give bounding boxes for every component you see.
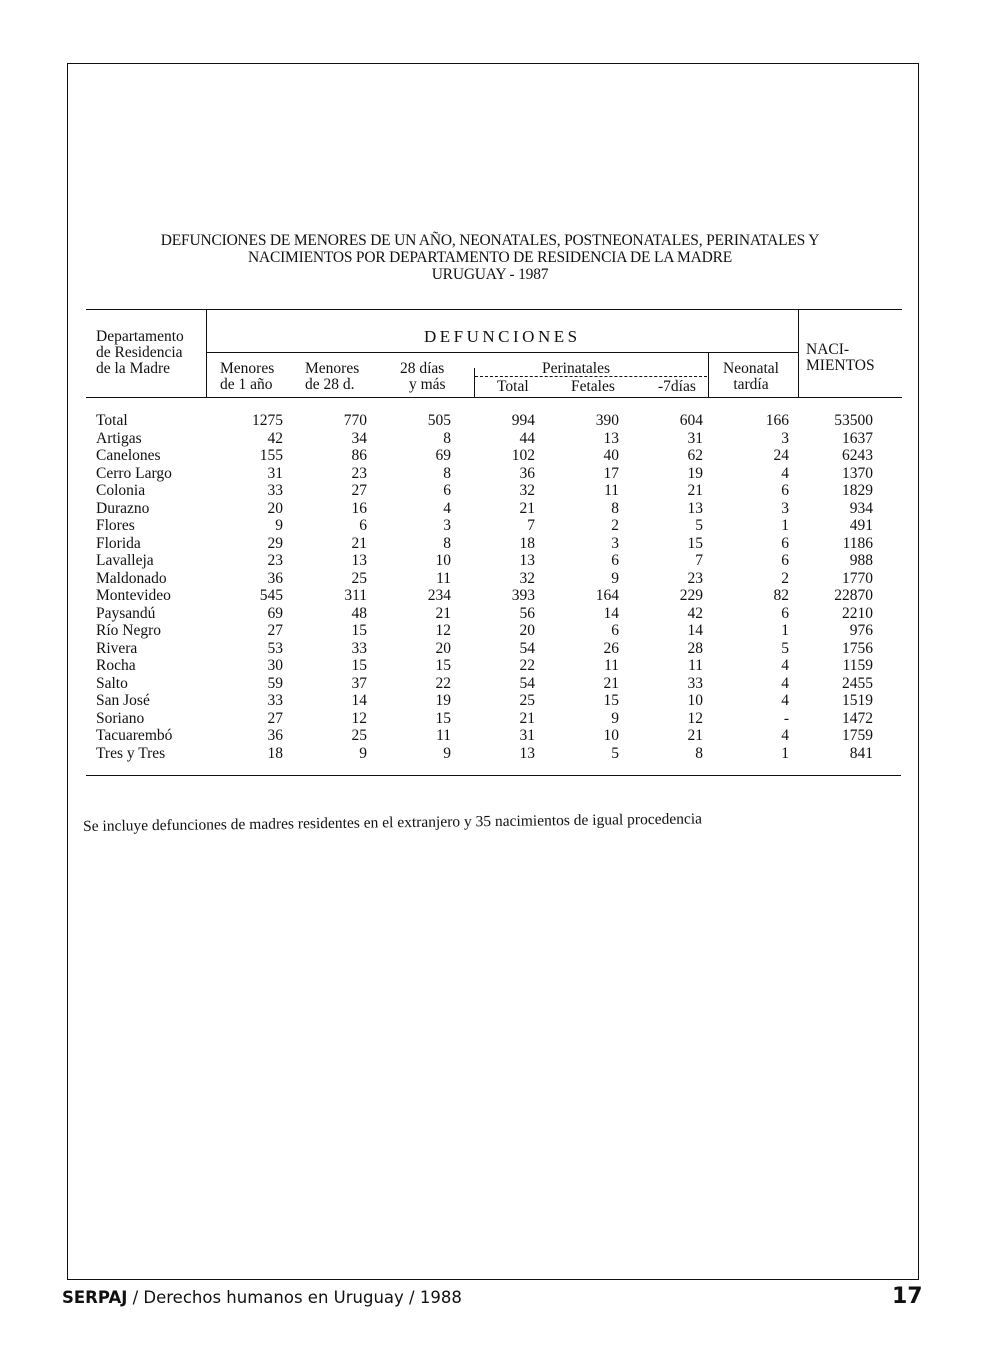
title-line-3: URUGUAY - 1987 xyxy=(431,266,549,283)
cell-fetales: 6 xyxy=(611,552,619,569)
cell-nacimientos: 1472 xyxy=(842,709,873,727)
cell-dias28: 22 xyxy=(435,674,451,692)
cell-fetales: 40 xyxy=(603,447,619,464)
row-department: Colonia xyxy=(96,482,146,499)
cell-menores1: 53 xyxy=(267,639,283,657)
cell-total: 13 xyxy=(519,552,535,569)
cell-menores1: 1275 xyxy=(252,412,283,429)
cell-menores1: 31 xyxy=(267,464,283,482)
header-divider-2 xyxy=(474,368,475,397)
table-row xyxy=(0,745,990,763)
cell-siete: 33 xyxy=(687,674,703,692)
row-department: Tacuarembó xyxy=(96,727,173,744)
table-row xyxy=(0,675,990,693)
cell-nacimientos: 1370 xyxy=(842,464,873,482)
cell-nacimientos: 2455 xyxy=(842,674,873,692)
row-department: Flores xyxy=(96,517,135,534)
footer-text: / Derechos humanos en Uruguay / 1988 xyxy=(127,1288,462,1307)
cell-fetales: 17 xyxy=(603,464,619,482)
cell-nacimientos: 2210 xyxy=(842,604,873,622)
cell-total: 54 xyxy=(519,674,535,692)
cell-siete: 10 xyxy=(687,692,703,709)
cell-total: 994 xyxy=(511,412,535,429)
cell-menores28: 25 xyxy=(351,569,367,587)
table-row xyxy=(0,517,990,535)
row-department: Salto xyxy=(96,674,128,692)
header-dept xyxy=(96,329,184,377)
table-row xyxy=(0,552,990,570)
cell-menores1: 545 xyxy=(259,587,283,604)
cell-neonatal: 3 xyxy=(781,429,789,447)
cell-total: 102 xyxy=(511,447,535,464)
header-28-dias xyxy=(400,361,446,393)
cell-dias28: 11 xyxy=(436,569,451,587)
cell-menores1: 23 xyxy=(267,552,283,569)
cell-menores28: 13 xyxy=(351,552,367,569)
cell-total: 36 xyxy=(519,464,535,482)
row-department: Durazno xyxy=(96,499,150,517)
cell-menores1: 42 xyxy=(267,429,283,447)
cell-neonatal: 4 xyxy=(781,464,789,482)
table-row xyxy=(0,657,990,675)
row-department: Río Negro xyxy=(96,622,162,639)
cell-dias28: 234 xyxy=(427,587,451,604)
cell-siete: 5 xyxy=(695,517,703,534)
cell-neonatal: 2 xyxy=(781,569,789,587)
cell-menores1: 69 xyxy=(267,604,283,622)
cell-fetales: 11 xyxy=(604,482,619,499)
cell-siete: 28 xyxy=(687,639,703,657)
cell-menores28: 27 xyxy=(351,482,367,499)
cell-nacimientos: 22870 xyxy=(834,587,873,604)
cell-neonatal: 4 xyxy=(781,657,789,674)
cell-siete: 229 xyxy=(679,587,703,604)
table-row xyxy=(0,710,990,728)
cell-neonatal: - xyxy=(783,709,789,727)
table-row xyxy=(0,430,990,448)
cell-nacimientos: 934 xyxy=(849,499,873,517)
cell-fetales: 164 xyxy=(595,587,619,604)
cell-nacimientos: 1186 xyxy=(842,534,873,552)
cell-menores1: 155 xyxy=(259,447,283,464)
cell-dias28: 8 xyxy=(443,534,451,552)
cell-siete: 21 xyxy=(687,482,703,499)
cell-dias28: 15 xyxy=(435,657,451,674)
header-menores-1 xyxy=(220,361,274,393)
cell-dias28: 10 xyxy=(435,552,451,569)
table-row xyxy=(0,465,990,483)
cell-fetales: 390 xyxy=(595,412,619,429)
cell-dias28: 3 xyxy=(443,517,451,534)
cell-neonatal: 6 xyxy=(781,604,789,622)
header-dept-line2: de Residencia xyxy=(96,344,183,361)
cell-total: 18 xyxy=(519,534,535,552)
cell-total: 31 xyxy=(519,727,535,744)
cell-neonatal: 1 xyxy=(781,517,789,534)
cell-fetales: 6 xyxy=(611,622,619,639)
header-28-dias-line1: 28 días xyxy=(400,360,445,377)
cell-siete: 21 xyxy=(687,727,703,744)
cell-fetales: 11 xyxy=(604,657,619,674)
cell-nacimientos: 1519 xyxy=(842,692,873,709)
cell-menores1: 33 xyxy=(267,692,283,709)
cell-total: 56 xyxy=(519,604,535,622)
cell-fetales: 10 xyxy=(603,727,619,744)
cell-dias28: 11 xyxy=(436,727,451,744)
row-department: Maldonado xyxy=(96,569,167,587)
header-menores-28-line1: Menores xyxy=(305,360,360,377)
cell-menores28: 311 xyxy=(344,587,367,604)
row-department: Rocha xyxy=(96,657,136,674)
cell-menores1: 59 xyxy=(267,674,283,692)
header-fetales: Fetales xyxy=(571,378,615,395)
header-28-dias-line2: y más xyxy=(409,376,446,393)
cell-siete: 15 xyxy=(687,534,703,552)
cell-nacimientos: 1159 xyxy=(842,657,873,674)
cell-menores1: 20 xyxy=(267,499,283,517)
footnote: Se incluye defunciones de madres residentes en el extranjero y 35 nacimientos de igual procedencia xyxy=(83,810,703,835)
cell-fetales: 9 xyxy=(611,569,619,587)
cell-menores28: 15 xyxy=(351,657,367,674)
table-row xyxy=(0,500,990,518)
cell-neonatal: 1 xyxy=(781,744,789,762)
cell-siete: 13 xyxy=(687,499,703,517)
header-dept-line3: de la Madre xyxy=(96,360,171,377)
cell-total: 393 xyxy=(511,587,535,604)
cell-menores1: 18 xyxy=(267,744,283,762)
cell-menores1: 27 xyxy=(267,709,283,727)
cell-menores1: 30 xyxy=(267,657,283,674)
row-department: Montevideo xyxy=(96,587,171,604)
cell-fetales: 13 xyxy=(603,429,619,447)
cell-fetales: 2 xyxy=(611,517,619,534)
cell-menores28: 21 xyxy=(351,534,367,552)
cell-total: 54 xyxy=(519,639,535,657)
table-bottom-rule xyxy=(86,775,901,776)
cell-neonatal: 3 xyxy=(781,499,789,517)
cell-nacimientos: 491 xyxy=(849,517,873,534)
cell-siete: 12 xyxy=(687,709,703,727)
cell-siete: 8 xyxy=(695,744,703,762)
cell-siete: 604 xyxy=(679,412,703,429)
header-menores-28 xyxy=(305,361,359,393)
cell-siete: 19 xyxy=(687,464,703,482)
cell-nacimientos: 976 xyxy=(849,622,873,639)
cell-dias28: 21 xyxy=(435,604,451,622)
cell-menores28: 16 xyxy=(351,499,367,517)
cell-neonatal: 4 xyxy=(781,674,789,692)
header-dept-line1: Departamento xyxy=(96,328,184,345)
cell-nacimientos: 1637 xyxy=(842,429,873,447)
cell-menores1: 27 xyxy=(267,622,283,639)
cell-menores28: 86 xyxy=(351,447,367,464)
header-perinatales: Perinatales xyxy=(542,360,611,377)
header-7-dias: -7días xyxy=(658,378,696,395)
table-title xyxy=(90,232,890,283)
header-neonatal-line1: Neonatal xyxy=(723,360,779,377)
title-line-1: DEFUNCIONES DE MENORES DE UN AÑO, NEONATALES, POSTNEONATALES, PERINATALES Y xyxy=(160,232,820,249)
cell-fetales: 8 xyxy=(611,499,619,517)
cell-total: 32 xyxy=(519,569,535,587)
cell-menores28: 12 xyxy=(351,709,367,727)
cell-neonatal: 4 xyxy=(781,692,789,709)
header-nacimientos-line2: MIENTOS xyxy=(806,357,875,374)
cell-nacimientos: 988 xyxy=(849,552,873,569)
cell-dias28: 12 xyxy=(435,622,451,639)
header-neonatal-line2: tardía xyxy=(733,376,769,393)
table-row xyxy=(0,447,990,465)
table-row xyxy=(0,692,990,710)
header-menores-1-line2: de 1 año xyxy=(220,376,273,393)
cell-menores28: 15 xyxy=(351,622,367,639)
cell-siete: 42 xyxy=(687,604,703,622)
cell-dias28: 69 xyxy=(435,447,451,464)
cell-menores28: 6 xyxy=(359,517,367,534)
cell-menores28: 9 xyxy=(359,744,367,762)
cell-fetales: 5 xyxy=(611,744,619,762)
cell-menores28: 14 xyxy=(351,692,367,709)
cell-fetales: 15 xyxy=(603,692,619,709)
cell-menores28: 37 xyxy=(351,674,367,692)
footer-brand: SERPAJ xyxy=(62,1288,128,1307)
cell-fetales: 26 xyxy=(603,639,619,657)
cell-menores1: 33 xyxy=(267,482,283,499)
cell-menores28: 23 xyxy=(351,464,367,482)
row-department: Artigas xyxy=(96,429,142,447)
cell-total: 20 xyxy=(519,622,535,639)
cell-menores1: 29 xyxy=(267,534,283,552)
row-department: San José xyxy=(96,692,150,709)
cell-dias28: 15 xyxy=(435,709,451,727)
cell-dias28: 6 xyxy=(443,482,451,499)
header-divider-3 xyxy=(708,352,709,397)
cell-nacimientos: 53500 xyxy=(834,412,873,429)
defunciones-rule xyxy=(206,352,798,353)
cell-neonatal: 1 xyxy=(781,622,789,639)
cell-total: 7 xyxy=(527,517,535,534)
row-department: Tres y Tres xyxy=(96,744,166,762)
cell-neonatal: 6 xyxy=(781,534,789,552)
cell-dias28: 8 xyxy=(443,464,451,482)
cell-total: 22 xyxy=(519,657,535,674)
cell-neonatal: 4 xyxy=(781,727,789,744)
cell-total: 13 xyxy=(519,744,535,762)
table-row xyxy=(0,640,990,658)
row-department: Cerro Largo xyxy=(96,464,172,482)
cell-fetales: 14 xyxy=(603,604,619,622)
cell-fetales: 21 xyxy=(603,674,619,692)
cell-total: 25 xyxy=(519,692,535,709)
cell-menores1: 9 xyxy=(275,517,283,534)
row-department: Soriano xyxy=(96,709,145,727)
row-department: Rivera xyxy=(96,639,138,657)
cell-nacimientos: 841 xyxy=(849,744,873,762)
cell-siete: 31 xyxy=(687,429,703,447)
footer-line xyxy=(62,1288,462,1307)
cell-menores28: 48 xyxy=(351,604,367,622)
cell-dias28: 505 xyxy=(427,412,451,429)
cell-neonatal: 82 xyxy=(773,587,789,604)
cell-menores28: 25 xyxy=(351,727,367,744)
table-row xyxy=(0,622,990,640)
table-row xyxy=(0,570,990,588)
title-line-2: NACIMIENTOS POR DEPARTAMENTO DE RESIDENCIA DE LA MADRE xyxy=(247,249,733,266)
row-department: Canelones xyxy=(96,447,161,464)
header-menores-28-line2: de 28 d. xyxy=(305,376,355,393)
cell-fetales: 3 xyxy=(611,534,619,552)
header-top-rule xyxy=(86,309,902,310)
table-row xyxy=(0,605,990,623)
page-number: 17 xyxy=(892,1284,923,1309)
cell-siete: 7 xyxy=(695,552,703,569)
cell-dias28: 9 xyxy=(443,744,451,762)
cell-siete: 14 xyxy=(687,622,703,639)
row-department: Total xyxy=(96,412,128,429)
cell-siete: 23 xyxy=(687,569,703,587)
cell-menores1: 36 xyxy=(267,727,283,744)
header-neonatal xyxy=(723,361,779,393)
cell-nacimientos: 1759 xyxy=(842,727,873,744)
row-department: Lavalleja xyxy=(96,552,154,569)
row-department: Paysandú xyxy=(96,604,156,622)
table-row xyxy=(0,535,990,553)
cell-siete: 62 xyxy=(687,447,703,464)
cell-neonatal: 6 xyxy=(781,552,789,569)
header-divider-1 xyxy=(206,309,207,397)
cell-neonatal: 6 xyxy=(781,482,789,499)
cell-nacimientos: 1829 xyxy=(842,482,873,499)
cell-dias28: 20 xyxy=(435,639,451,657)
cell-menores28: 770 xyxy=(343,412,367,429)
cell-dias28: 4 xyxy=(443,499,451,517)
row-department: Florida xyxy=(96,534,141,552)
cell-menores28: 34 xyxy=(351,429,367,447)
cell-total: 21 xyxy=(519,499,535,517)
cell-menores1: 36 xyxy=(267,569,283,587)
cell-nacimientos: 1770 xyxy=(842,569,873,587)
table-row xyxy=(0,587,990,605)
cell-nacimientos: 6243 xyxy=(842,447,873,464)
cell-nacimientos: 1756 xyxy=(842,639,873,657)
header-nacimientos-line1: NACI- xyxy=(806,341,850,358)
header-menores-1-line1: Menores xyxy=(220,360,275,377)
cell-siete: 11 xyxy=(688,657,703,674)
cell-total: 21 xyxy=(519,709,535,727)
header-total: Total xyxy=(497,378,529,395)
cell-neonatal: 166 xyxy=(765,412,789,429)
table-row xyxy=(0,482,990,500)
cell-neonatal: 24 xyxy=(773,447,789,464)
cell-fetales: 9 xyxy=(611,709,619,727)
table-row xyxy=(0,727,990,745)
cell-neonatal: 5 xyxy=(781,639,789,657)
header-bottom-rule xyxy=(86,397,902,398)
header-divider-4 xyxy=(798,309,799,397)
header-defunciones: DEFUNCIONES xyxy=(424,327,581,346)
header-nacimientos xyxy=(806,342,875,374)
cell-total: 44 xyxy=(519,429,535,447)
cell-total: 32 xyxy=(519,482,535,499)
cell-menores28: 33 xyxy=(351,639,367,657)
cell-dias28: 19 xyxy=(435,692,451,709)
cell-dias28: 8 xyxy=(443,429,451,447)
table-row xyxy=(0,412,990,430)
